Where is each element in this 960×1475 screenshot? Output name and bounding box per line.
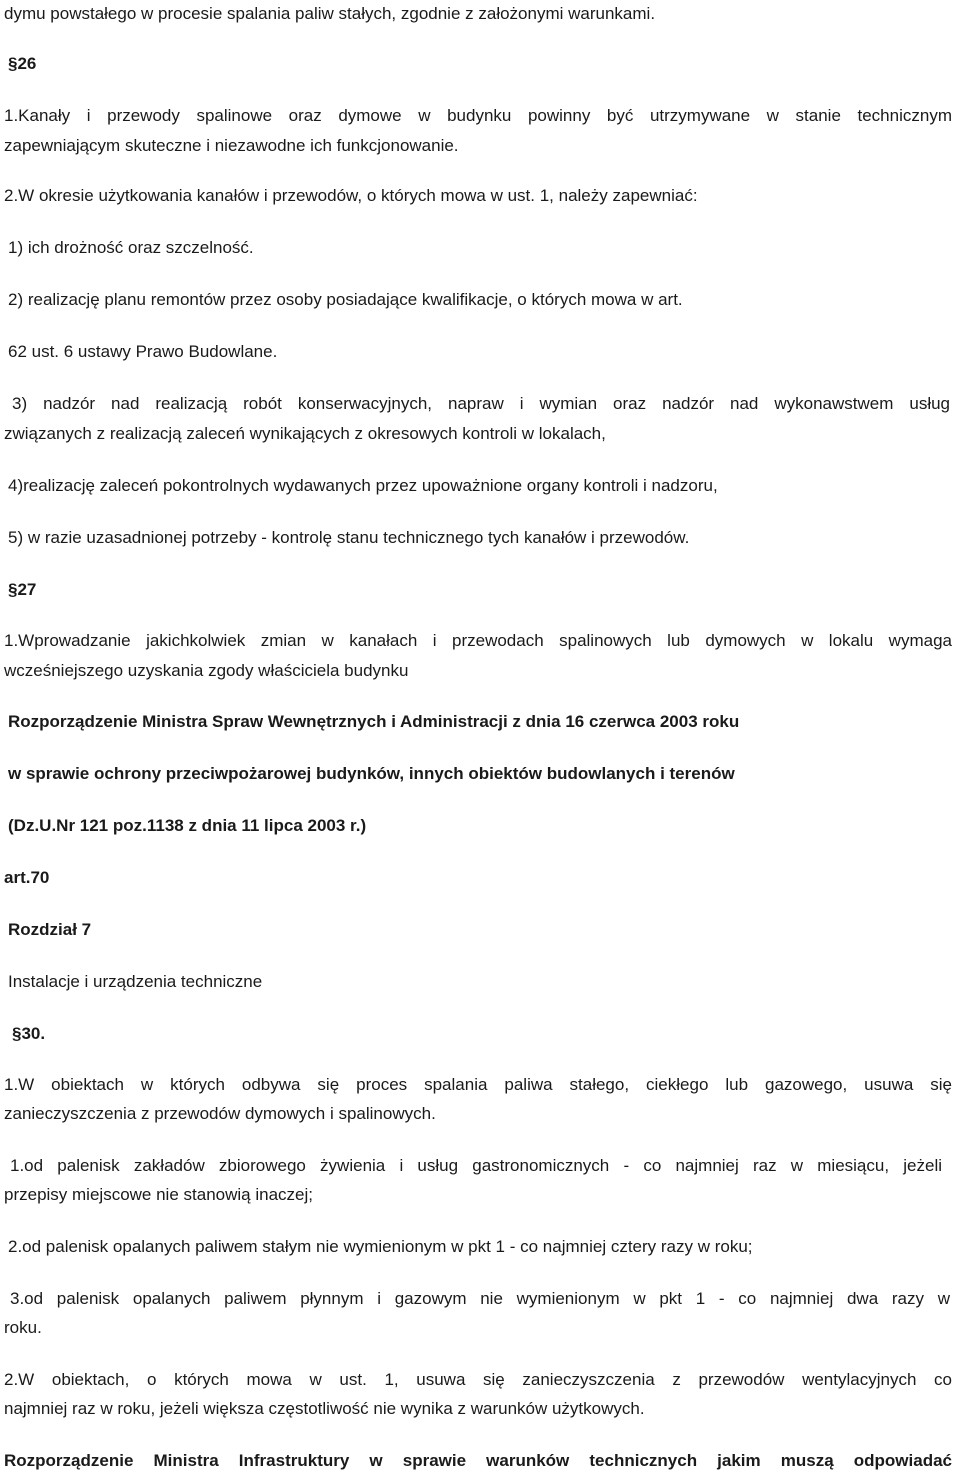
text-line: 2.W obiektach, o których mowa w ust. 1, usuwa się zanieczyszczenia z przewodów wentylacyjnych co [4, 1370, 952, 1389]
text-line: 2.W okresie użytkowania kanałów i przewodów, o których mowa w ust. 1, należy zapewniać: [4, 186, 698, 205]
section-heading-30: §30. [12, 1024, 46, 1043]
text-line: 62 ust. 6 ustawy Prawo Budowlane. [8, 342, 278, 361]
chapter-heading: Rozdział 7 [8, 920, 92, 939]
list-item: 1.od palenisk zakładów zbiorowego żywienia i usług gastronomicznych - co najmniej raz w miesiącu, jeżeli [10, 1156, 942, 1175]
text-line: dymu powstałego w procesie spalania paliw stałych, zgodnie z założonymi warunkami. [4, 4, 656, 23]
list-item: 1) ich drożność oraz szczelność. [8, 238, 254, 257]
text-line: roku. [4, 1318, 42, 1337]
list-item: 2) realizację planu remontów przez osoby posiadające kwalifikacje, o których mowa w art. [8, 290, 683, 309]
list-item: 2.od palenisk opalanych paliwem stałym nie wymienionym w pkt 1 - co najmniej cztery razy w roku; [8, 1237, 753, 1256]
text-line: 1.Wprowadzanie jakichkolwiek zmian w kanałach i przewodach spalinowych lub dymowych w lokalu wymaga [4, 631, 952, 650]
list-item: 3.od palenisk opalanych paliwem płynnym i gazowym nie wymienionym w pkt 1 - co najmniej dwa razy w [10, 1289, 950, 1308]
list-item: 3) nadzór nad realizacją robót konserwacyjnych, napraw i wymian oraz nadzór nad wykonawstwem usług [12, 394, 950, 413]
text-line: 1.W obiektach w których odbywa się proces spalania paliwa stałego, ciekłego lub gazowego, usuwa się [4, 1075, 952, 1094]
text-line: wcześniejszego uzyskania zgody właściciela budynku [4, 661, 409, 680]
text-line: związanych z realizacją zaleceń wynikających z okresowych kontroli w lokalach, [4, 424, 606, 443]
regulation-subtitle: w sprawie ochrony przeciwpożarowej budynków, innych obiektów budowlanych i terenów [8, 764, 735, 783]
text-line: najmniej raz w roku, jeżeli większa częstotliwość nie wynika z warunków użytkowych. [4, 1399, 645, 1418]
article-heading: art.70 [4, 868, 50, 887]
chapter-title: Instalacje i urządzenia techniczne [8, 972, 263, 991]
text-line: zanieczyszczenia z przewodów dymowych i spalinowych. [4, 1104, 436, 1123]
list-item: 5) w razie uzasadnionej potrzeby - kontrolę stanu technicznego tych kanałów i przewodów. [8, 528, 690, 547]
regulation-title: Rozporządzenie Ministra Infrastruktury w sprawie warunków technicznych jakim muszą odpowiadać [4, 1451, 952, 1470]
regulation-title: Rozporządzenie Ministra Spraw Wewnętrznych i Administracji z dnia 16 czerwca 2003 roku [8, 712, 740, 731]
text-line: 1.Kanały i przewody spalinowe oraz dymowe w budynku powinny być utrzymywane w stanie technicznym [4, 106, 952, 125]
section-heading-27: §27 [8, 580, 37, 599]
text-line: przepisy miejscowe nie stanowią inaczej; [4, 1185, 313, 1204]
section-heading-26: §26 [8, 54, 37, 73]
text-line: zapewniającym skuteczne i niezawodne ich funkcjonowanie. [4, 136, 459, 155]
list-item: 4)realizację zaleceń pokontrolnych wydawanych przez upoważnione organy kontroli i nadzoru, [8, 476, 718, 495]
regulation-reference: (Dz.U.Nr 121 poz.1138 z dnia 11 lipca 2003 r.) [8, 816, 367, 835]
